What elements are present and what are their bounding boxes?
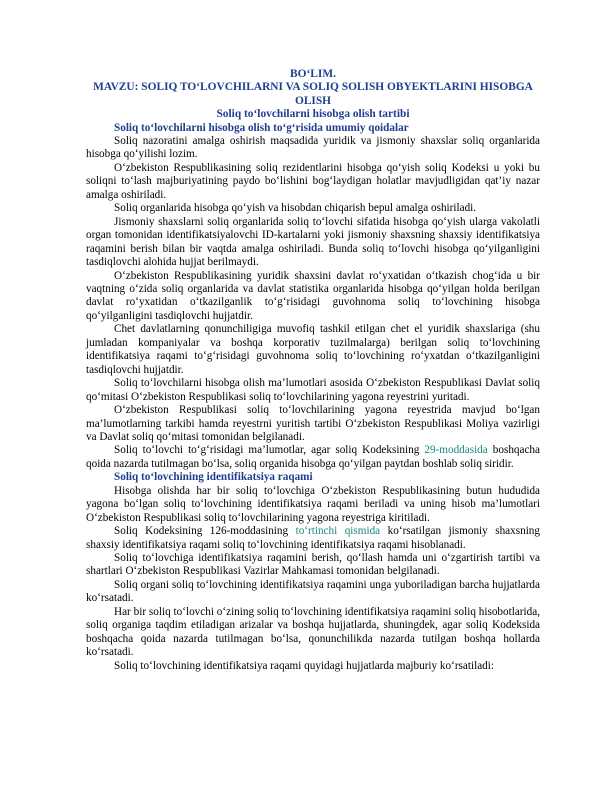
paragraph: Jismoniy shaxslarni soliq organlarida soliq to‘lovchi sifatida hisobga qo‘yish ularga vakolatli organ tomonidan identifikatsiyalovchi ID-kartalarni yoki jismoniy shaxsning shaxsiy identifikatsiya raqamini berish bilan bir vaqtda amalga oshiriladi. Bunda soliq to‘lovchi hisobga qo‘yilganligini tasdiqlovchi alohida hujjat berilmaydi. xyxy=(86,215,540,269)
paragraph: Soliq to‘lovchining identifikatsiya raqami quyidagi hujjatlarda majburiy ko‘rsatiladi: xyxy=(114,659,494,672)
paragraph-with-link xyxy=(86,444,540,471)
paragraph: Chet davlatlarning qonunchiligiga muvofiq tashkil etilgan chet el yuridik shaxslariga (shu jumladan kompaniyalar va boshqa korporativ tuzilmalarga) berilgan soliq to‘lovchining identifikatsiya raqami to‘g‘risidagi guvohnoma soliq to‘lovchining ro‘yxatdan o‘tkazilganligini tasdiqlovchi hujjatdir. xyxy=(86,323,540,376)
paragraph: Soliq organi soliq to‘lovchining identifikatsiya raqamini unga yuboriladigan barcha hujjatlarda ko‘rsatadi. xyxy=(86,578,540,605)
paragraph: Soliq organlarida hisobga qo‘yish va hisobdan chiqarish bepul amalga oshiriladi. xyxy=(114,202,477,215)
topic-heading: MAVZU: SOLIQ TO‘LOVCHILARNI VA SOLIQ SOLISH OBYEKTLARINI HISOBGA OLISH xyxy=(93,81,533,107)
paragraph-with-link xyxy=(86,525,540,552)
section-title-identification: Soliq to‘lovchining identifikatsiya raqami xyxy=(114,471,313,484)
document-page xyxy=(86,68,540,673)
paragraph-text: ko‘rsatilgan jismoniy shaxsning shaxsiy identifikatsiya raqami soliq to‘lovchining identifikatsiya raqami hisoblanadi. xyxy=(86,525,540,551)
article-29-link[interactable]: 29-moddasida xyxy=(424,444,488,457)
fourth-part-link[interactable]: to‘rtinchi qismida xyxy=(295,525,381,538)
paragraph-text: boshqacha qoida nazarda tutilmagan bo‘lsa, soliq organida hisobga qo‘yilgan paytdan boshlab soliq siridir. xyxy=(86,444,540,470)
subtitle-heading: Soliq to‘lovchilarni hisobga olish tartibi xyxy=(216,108,410,121)
paragraph: Soliq nazoratini amalga oshirish maqsadida yuridik va jismoniy shaxslar soliq organlarida hisobga qo‘yilishi lozim. xyxy=(86,135,540,161)
paragraph: O‘zbekiston Respublikasi soliq to‘lovchilarining yagona reyestrida mavjud bo‘lgan ma’lumotlarning tarkibi hamda reyestrni yuritish tartibi O‘zbekiston Respublikasi Moliya vazirligi va Davlat soliq qo‘mitasi tomonidan belgilanadi. xyxy=(86,404,540,443)
paragraph: O‘zbekiston Respublikasining soliq rezidentlarini hisobga qo‘yish soliq Kodeksi u yoki bu soliqni to‘lash majburiyatining paydo bo‘lishini bog‘laydigan holatlar mavjudligidan qat’iy nazar amalga oshiriladi. xyxy=(86,161,540,201)
part-heading: BO‘LIM. xyxy=(290,68,336,80)
paragraph: Soliq to‘lovchilarni hisobga olish ma’lumotlari asosida O‘zbekiston Respublikasi Davlat soliq qo‘mitasi O‘zbekiston Respublikasi soliq to‘lovchilarining yagona reyestrini yuritadi. xyxy=(86,377,540,403)
paragraph-text: Soliq to‘lovchi to‘g‘risidagi ma’lumotlar, agar soliq Kodeksining xyxy=(114,444,425,457)
paragraph: O‘zbekiston Respublikasining yuridik shaxsini davlat ro‘yxatidan o‘tkazish chog‘ida u bir vaqtning o‘zida soliq organlarida va davlat statistika organlarida hisobga qo‘yilgan holda berilgan davlat ro‘yxatidan o‘tkazilganlik to‘g‘risidagi guvohnoma soliq to‘lovchining hisobga qo‘yilganligini tasdiqlovchi hujjatdir. xyxy=(86,269,540,322)
paragraph: Hisobga olishda har bir soliq to‘lovchiga O‘zbekiston Respublikasining butun hududida yagona bo‘lgan soliq to‘lovchining identifikatsiya raqami beriladi va uning hisob ma’lumotlari O‘zbekiston Respublikasi soliq to‘lovchilarining yagona reyestriga kiritiladi. xyxy=(86,484,540,524)
paragraph: Har bir soliq to‘lovchi o‘zining soliq to‘lovchining identifikatsiya raqamini soliq hisobotlarida, soliq organiga taqdim etiladigan arizalar va boshqa hujjatlarda, shuningdek, agar soliq Kodeksida boshqacha qoida nazarda tutilmagan bo‘lsa, qonunchilikda nazarda tutilgan boshqa hollarda ko‘rsatadi. xyxy=(86,605,540,659)
section-title-general: Soliq to‘lovchilarni hisobga olish to‘g‘risida umumiy qoidalar xyxy=(114,121,409,134)
paragraph: Soliq to‘lovchiga identifikatsiya raqamini berish, qo‘llash hamda uni o‘zgartirish tartibi va shartlari O‘zbekiston Respublikasi Vazirlar Mahkamasi tomonidan belgilanadi. xyxy=(86,552,540,578)
paragraph-text: Soliq Kodeksining 126-moddasining xyxy=(114,525,296,538)
